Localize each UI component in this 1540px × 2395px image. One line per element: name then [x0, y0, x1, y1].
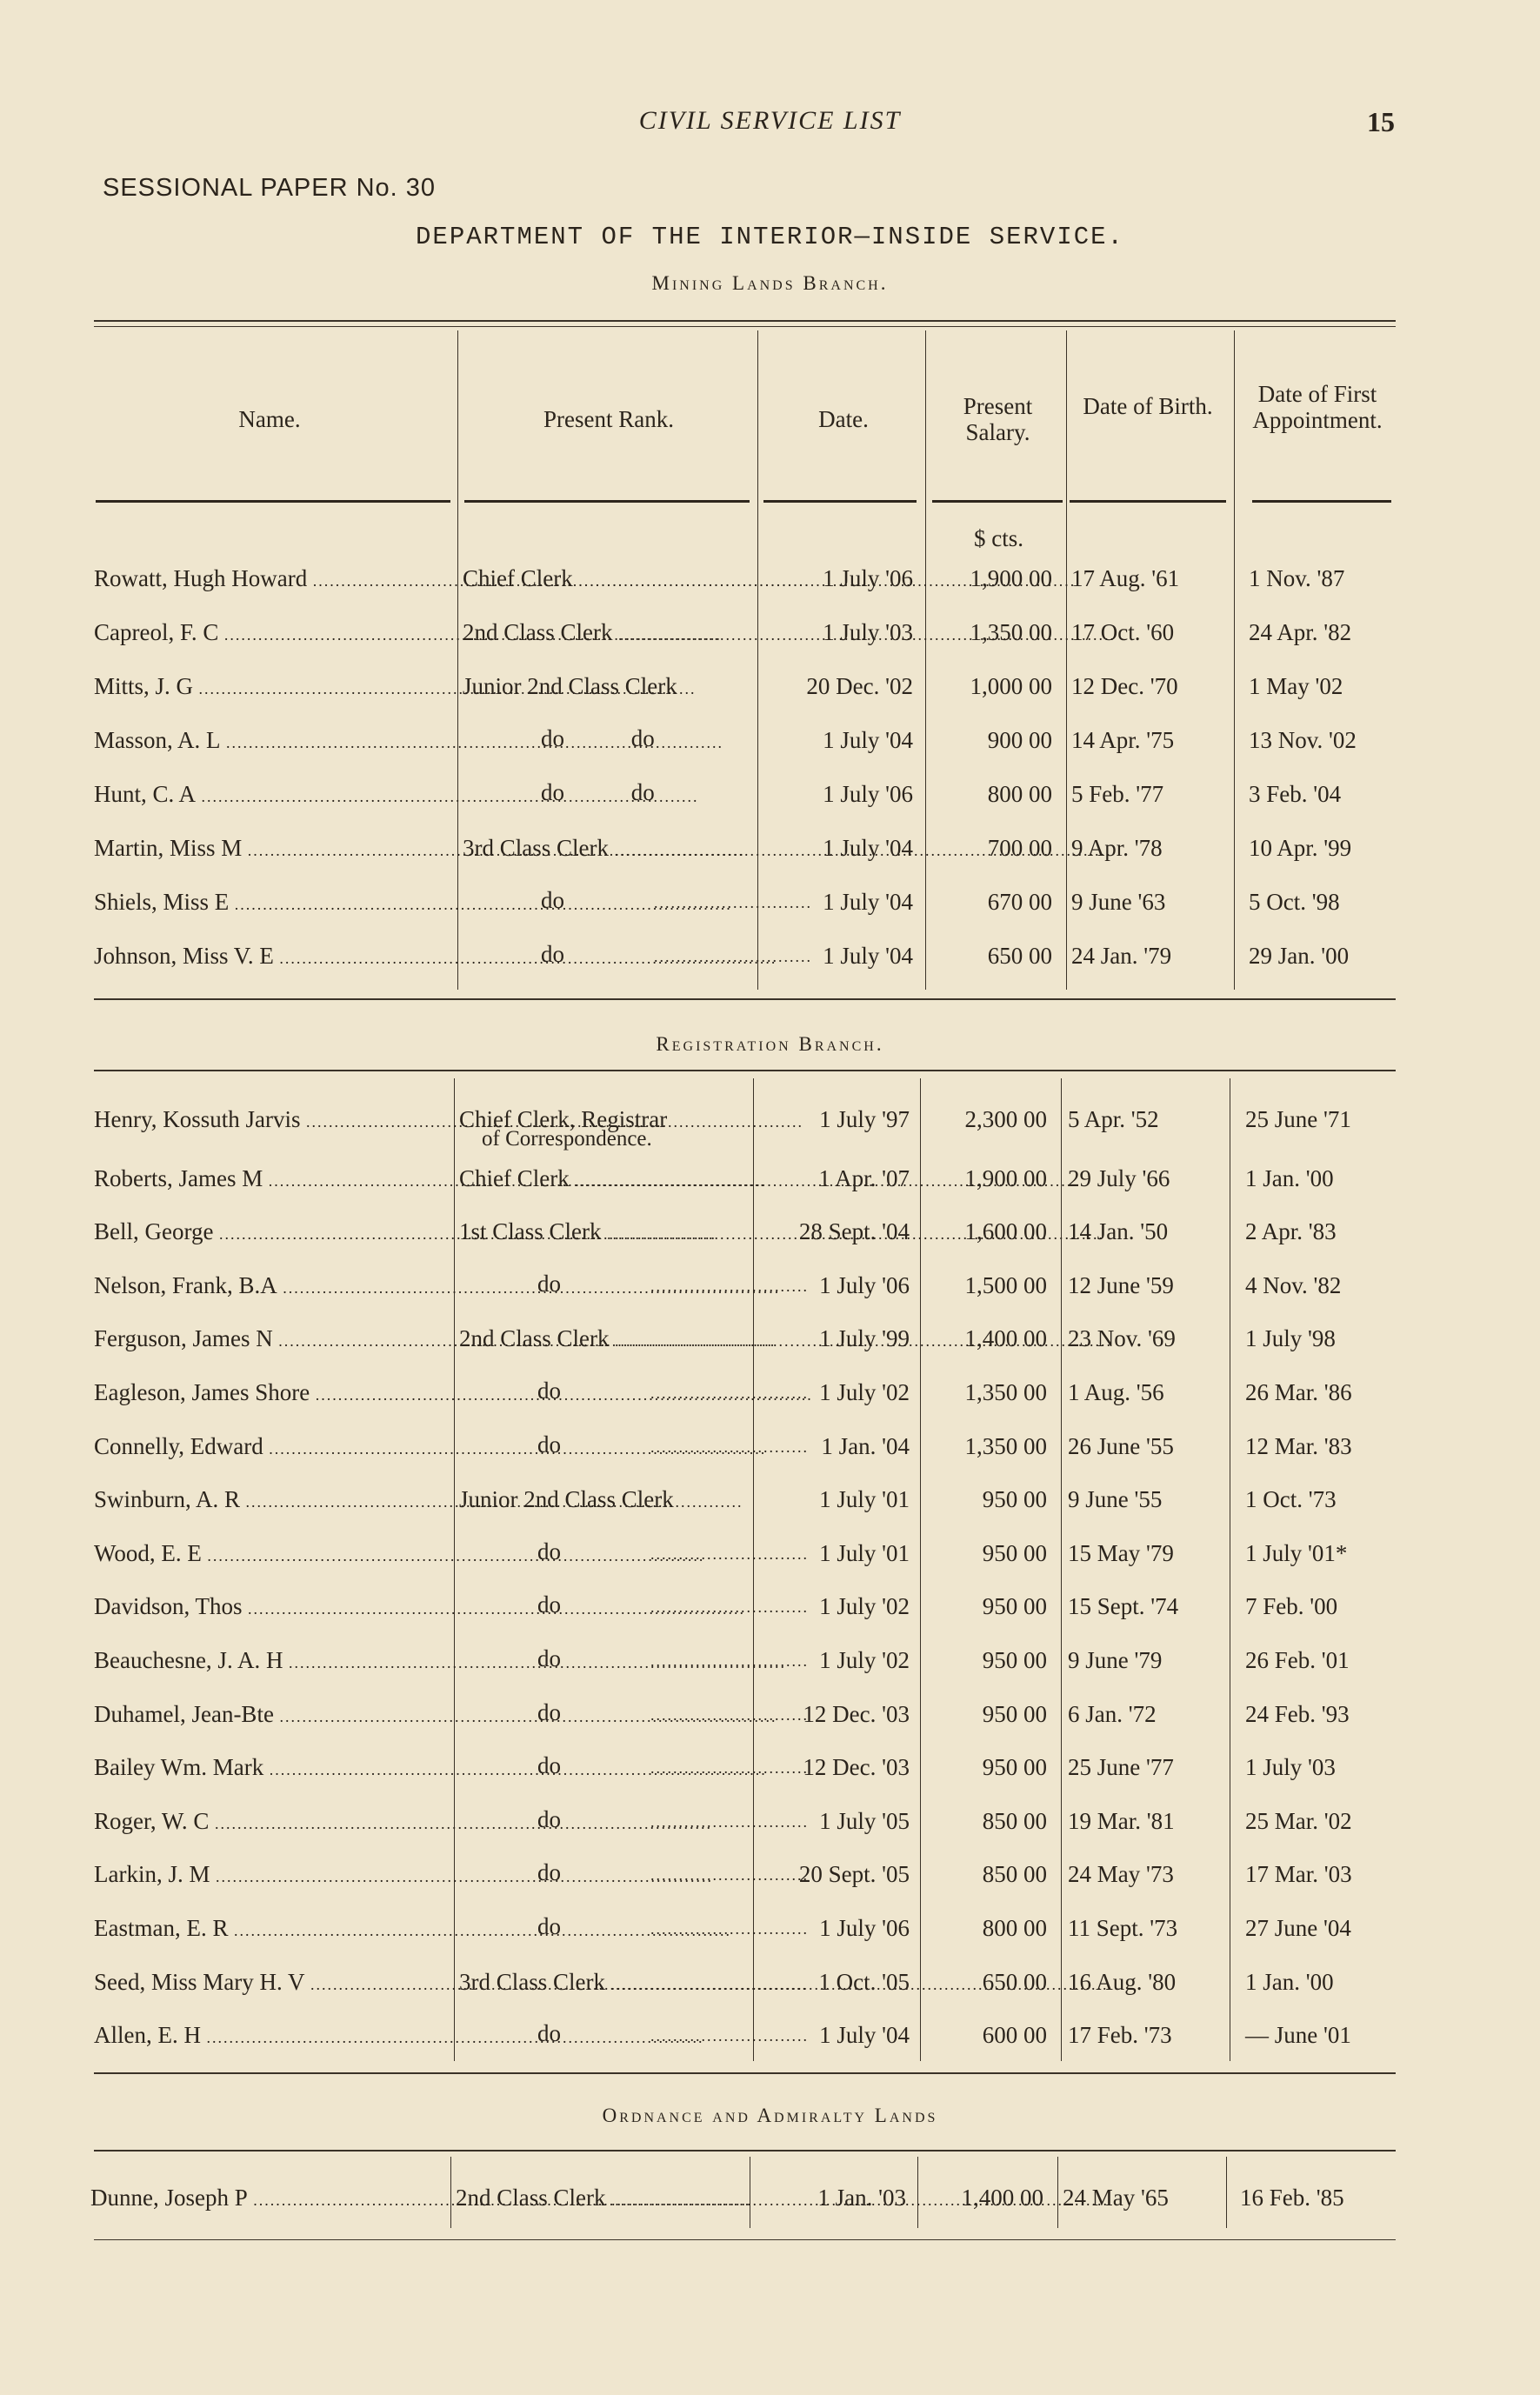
leader-dots: ............................	[650, 1652, 809, 1670]
cell-salary: 1,900 00	[970, 565, 1052, 591]
leader-dots: ............................	[650, 1544, 809, 1563]
cell-date: 1 July '04	[823, 943, 913, 969]
table-top-rule	[94, 320, 1396, 322]
cell-first-appointment: 7 Feb. '00	[1245, 1593, 1338, 1620]
cell-date: 1 July '01	[819, 1486, 910, 1513]
leader-dots: ............................	[650, 1759, 809, 1778]
cell-first-appointment: 1 July '03	[1245, 1754, 1336, 1781]
cell-birth: 17 Feb. '73	[1068, 2022, 1172, 2049]
cell-birth: 24 Jan. '79	[1071, 943, 1172, 969]
cell-salary: 700 00	[987, 835, 1052, 861]
cell-name: Roberts, James M .....	[94, 1164, 449, 1196]
cell-date: 1 July '02	[819, 1379, 910, 1405]
cell-rank: do	[541, 941, 564, 967]
running-title: CIVIL SERVICE LIST	[638, 106, 902, 135]
header-dash	[464, 500, 750, 503]
cell-birth: 14 Jan. '50	[1068, 1218, 1169, 1245]
cell-name: Nelson, Frank, B.A .....	[94, 1271, 449, 1303]
cell-name: Wood, E. E .....	[94, 1538, 449, 1571]
cell-name: Bell, George .....	[94, 1217, 449, 1249]
cell-salary: 1,350 00	[964, 1379, 1047, 1405]
section-rule	[94, 998, 1396, 1000]
cell-name: Roger, W. C .....	[94, 1806, 449, 1838]
cell-salary: 1,600 00	[964, 1218, 1047, 1245]
cell-salary: 1,500 00	[964, 1271, 1047, 1298]
cell-date: 1 Jan. '03	[817, 2185, 906, 2211]
cell-salary: 950 00	[982, 1539, 1047, 1566]
cell-salary: 950 00	[982, 1486, 1047, 1513]
cell-first-appointment: 12 Mar. '83	[1245, 1432, 1352, 1459]
cell-first-appointment: 10 Apr. '99	[1249, 835, 1352, 861]
cell-name: Bailey Wm. Mark .....	[94, 1752, 449, 1785]
section-title-ordnance: Ordnance and Admiralty Lands	[602, 2105, 938, 2126]
cell-date: 1 July '04	[823, 889, 913, 915]
cell-first-appointment: 1 Oct. '73	[1245, 1486, 1337, 1513]
leader-dots: ............................	[654, 894, 812, 911]
header-dash	[763, 500, 917, 503]
cell-birth: 26 June '55	[1068, 1432, 1174, 1459]
col-header-first-appointment: Date of First Appointment.	[1252, 381, 1383, 433]
cell-birth: 17 Oct. '60	[1071, 619, 1175, 645]
col-header-birth: Date of Birth.	[1083, 393, 1213, 419]
cell-rank: Chief Clerk, Registrar	[459, 1106, 668, 1132]
cell-birth: 12 June '59	[1068, 1271, 1174, 1298]
cell-salary: 950 00	[982, 1647, 1047, 1673]
col-header-date: Date.	[818, 406, 869, 432]
page-number: 15	[1367, 106, 1395, 137]
cell-birth: 6 Jan. '72	[1068, 1700, 1157, 1727]
cell-name: Seed, Miss Mary H. V .....	[94, 1967, 449, 1999]
leader-dots: ............................	[650, 1277, 809, 1295]
salary-units-label: $ cts.	[974, 525, 1023, 551]
cell-salary: 1,350 00	[964, 1432, 1047, 1459]
cell-name: Martin, Miss M .....	[94, 833, 452, 865]
cell-date: 1 July '97	[819, 1106, 910, 1132]
cell-date: 20 Dec. '02	[806, 673, 913, 699]
column-rule	[1066, 330, 1067, 990]
cell-rank: Chief Clerk .....	[459, 1164, 746, 1196]
cell-rank: Chief Clerk .....	[463, 564, 750, 596]
cell-birth: 12 Dec. '70	[1071, 673, 1178, 699]
cell-name: Hunt, C. A .....	[94, 779, 452, 811]
cell-birth: 14 Apr. '75	[1071, 727, 1175, 753]
cell-first-appointment: 27 June '04	[1245, 1915, 1351, 1941]
cell-birth: 9 Apr. '78	[1071, 835, 1163, 861]
cell-rank: do do	[541, 725, 655, 751]
cell-name: Ferguson, James N .....	[94, 1324, 449, 1356]
cell-name: Dunne, Joseph P .....	[90, 2183, 445, 2215]
cell-name: Connelly, Edward .....	[94, 1431, 449, 1464]
cell-first-appointment: 26 Feb. '01	[1245, 1647, 1350, 1673]
column-rule	[925, 330, 926, 990]
cell-first-appointment: 26 Mar. '86	[1245, 1379, 1352, 1405]
cell-first-appointment: 1 Nov. '87	[1249, 565, 1345, 591]
leader-dots: ............................	[650, 1812, 809, 1831]
cell-name: Johnson, Miss V. E .....	[94, 941, 452, 973]
cell-salary: 950 00	[982, 1593, 1047, 1620]
cell-date: 1 July '05	[819, 1807, 910, 1834]
header-dash	[1070, 500, 1226, 503]
cell-salary: 650 00	[987, 943, 1052, 969]
cell-salary: 900 00	[987, 727, 1052, 753]
department-title: DEPARTMENT OF THE INTERIOR—INSIDE SERVICE.	[416, 223, 1124, 251]
cell-rank: Junior 2nd Class Clerk	[459, 1486, 674, 1513]
cell-date: 12 Dec. '03	[803, 1754, 910, 1781]
cell-birth: 24 May '73	[1068, 1861, 1174, 1888]
cell-salary: 800 00	[982, 1915, 1047, 1941]
cell-rank: do	[537, 1431, 561, 1458]
cell-birth: 9 June '55	[1068, 1486, 1163, 1513]
sessional-paper-label: SESSIONAL PAPER No. 30	[103, 174, 437, 202]
cell-salary: 800 00	[987, 781, 1052, 807]
cell-name: Swinburn, A. R .....	[94, 1484, 449, 1517]
cell-first-appointment: 5 Oct. '98	[1249, 889, 1340, 915]
cell-salary: 1,400 00	[961, 2185, 1043, 2211]
section-title-mining: Mining Lands Branch.	[651, 272, 889, 294]
cell-rank: do	[537, 1645, 561, 1671]
cell-birth: 15 Sept. '74	[1068, 1593, 1179, 1620]
cell-name: Eagleson, James Shore .....	[94, 1378, 449, 1410]
cell-rank: do do	[541, 779, 655, 805]
section-top-rule	[94, 1070, 1396, 1071]
cell-rank-continued: of Correspondence.	[482, 1127, 652, 1151]
cell-salary: 950 00	[982, 1754, 1047, 1781]
cell-rank: 1st Class Clerk .....	[459, 1217, 746, 1249]
cell-rank: do	[537, 1591, 561, 1618]
cell-rank: 2nd Class Clerk .....	[463, 617, 750, 650]
column-rule	[1234, 330, 1235, 990]
cell-first-appointment: 24 Feb. '93	[1245, 1700, 1350, 1727]
cell-birth: 5 Feb. '77	[1071, 781, 1164, 807]
cell-date: 1 July '02	[819, 1593, 910, 1620]
cell-first-appointment: 1 Jan. '00	[1245, 1968, 1334, 1995]
section-title-registration: Registration Branch.	[656, 1033, 884, 1055]
header-dash	[96, 500, 450, 503]
cell-birth: 9 June '63	[1071, 889, 1166, 915]
cell-rank: 3rd Class Clerk .....	[463, 833, 750, 865]
cell-birth: 24 May '65	[1063, 2185, 1169, 2211]
leader-dots: ............................	[650, 1705, 809, 1724]
leader-dots: ............................	[650, 1598, 809, 1617]
cell-salary: 650 00	[982, 1968, 1047, 1995]
cell-date: 1 July '04	[823, 727, 913, 753]
cell-first-appointment: 13 Nov. '02	[1249, 727, 1357, 753]
cell-date: 1 Oct. '05	[818, 1968, 910, 1995]
cell-date: 12 Dec. '03	[803, 1700, 910, 1727]
leader-dots: ............................	[650, 1438, 809, 1456]
cell-date: 1 July '06	[823, 565, 913, 591]
section-top-rule	[94, 2150, 1396, 2151]
cell-rank: Junior 2nd Class Clerk	[463, 673, 677, 699]
cell-date: 1 July '02	[819, 1647, 910, 1673]
cell-salary: 2,300 00	[964, 1106, 1047, 1132]
cell-first-appointment: 16 Feb. '85	[1240, 2185, 1344, 2211]
cell-birth: 17 Aug. '61	[1071, 565, 1180, 591]
cell-birth: 19 Mar. '81	[1068, 1807, 1175, 1834]
leader-dots: ............................	[650, 1384, 809, 1402]
col-header-salary: Present Salary.	[963, 393, 1033, 445]
cell-birth: 11 Sept. '73	[1068, 1915, 1178, 1941]
cell-first-appointment: 2 Apr. '83	[1245, 1218, 1337, 1245]
cell-date: 20 Sept. '05	[798, 1861, 910, 1888]
table-bottom-rule	[94, 2239, 1396, 2240]
cell-salary: 1,400 00	[964, 1325, 1047, 1352]
cell-birth: 23 Nov. '69	[1068, 1325, 1176, 1352]
column-rule	[757, 330, 758, 990]
cell-salary: 850 00	[982, 1807, 1047, 1834]
cell-salary: 670 00	[987, 889, 1052, 915]
cell-date: 1 July '06	[823, 781, 913, 807]
leader-dots: ............................	[650, 1866, 809, 1885]
cell-rank: do	[537, 1270, 561, 1297]
cell-salary: 850 00	[982, 1861, 1047, 1888]
cell-rank: do	[537, 1859, 561, 1886]
cell-rank: do	[541, 887, 564, 913]
cell-date: 1 July '99	[819, 1325, 910, 1352]
cell-first-appointment: 1 Jan. '00	[1245, 1164, 1334, 1191]
cell-first-appointment: 24 Apr. '82	[1249, 619, 1352, 645]
cell-first-appointment: — June '01	[1245, 2022, 1351, 2049]
cell-name: Duhamel, Jean-Bte .....	[94, 1699, 449, 1731]
cell-birth: 9 June '79	[1068, 1647, 1163, 1673]
cell-date: 1 July '01	[819, 1539, 910, 1566]
cell-date: 1 Apr. '07	[818, 1164, 910, 1191]
cell-birth: 5 Apr. '52	[1068, 1106, 1159, 1132]
cell-name: Rowatt, Hugh Howard .....	[94, 564, 452, 596]
leader-dots: ............................	[650, 1920, 809, 1938]
cell-first-appointment: 1 July '98	[1245, 1325, 1336, 1352]
cell-rank: do	[537, 1913, 561, 1939]
cell-birth: 16 Aug. '80	[1068, 1968, 1177, 1995]
cell-first-appointment: 3 Feb. '04	[1249, 781, 1342, 807]
cell-rank: 3rd Class Clerk .....	[459, 1967, 746, 1999]
cell-date: 28 Sept. '04	[798, 1218, 910, 1245]
cell-rank: do	[537, 2020, 561, 2047]
cell-name: Larkin, J. M .....	[94, 1859, 449, 1891]
cell-salary: 950 00	[982, 1700, 1047, 1727]
leader-dots: ............................	[650, 2027, 809, 2045]
cell-rank: do	[537, 1805, 561, 1832]
cell-date: 1 July '06	[819, 1915, 910, 1941]
cell-salary: 1,900 00	[964, 1164, 1047, 1191]
cell-date: 1 Jan. '04	[821, 1432, 910, 1459]
cell-rank: do	[537, 1538, 561, 1564]
cell-birth: 1 Aug. '56	[1068, 1379, 1164, 1405]
cell-name: Mitts, J. G .....	[94, 671, 452, 704]
col-header-rank: Present Rank.	[543, 406, 674, 432]
leader-dots: ............................	[654, 948, 812, 965]
cell-rank: do	[537, 1378, 561, 1404]
cell-rank: do	[537, 1698, 561, 1725]
cell-first-appointment: 1 May '02	[1249, 673, 1343, 699]
cell-name: Henry, Kossuth Jarvis .....	[94, 1104, 449, 1137]
cell-salary: 1,000 00	[970, 673, 1052, 699]
cell-first-appointment: 17 Mar. '03	[1245, 1861, 1352, 1888]
cell-birth: 25 June '77	[1068, 1754, 1174, 1781]
cell-date: 1 July '06	[819, 1271, 910, 1298]
cell-name: Capreol, F. C .....	[94, 617, 452, 650]
cell-first-appointment: 25 June '71	[1245, 1106, 1351, 1132]
section-rule	[94, 2072, 1396, 2074]
cell-first-appointment: 4 Nov. '82	[1245, 1271, 1342, 1298]
cell-first-appointment: 29 Jan. '00	[1249, 943, 1350, 969]
column-rule	[1226, 2157, 1227, 2228]
cell-date: 1 July '04	[823, 835, 913, 861]
cell-date: 1 July '03	[823, 619, 913, 645]
cell-rank: 2nd Class Clerk .....	[456, 2183, 743, 2215]
header-dash	[932, 500, 1063, 503]
cell-name: Allen, E. H .....	[94, 2020, 449, 2052]
cell-rank: do	[537, 1752, 561, 1779]
column-rule	[457, 330, 458, 990]
cell-birth: 15 May '79	[1068, 1539, 1174, 1566]
cell-first-appointment: 25 Mar. '02	[1245, 1807, 1352, 1834]
col-header-name: Name.	[238, 406, 301, 432]
cell-name: Davidson, Thos .....	[94, 1591, 449, 1624]
cell-salary: 600 00	[982, 2022, 1047, 2049]
cell-name: Eastman, E. R .....	[94, 1913, 449, 1945]
header-dash	[1252, 500, 1391, 503]
cell-first-appointment: 1 July '01*	[1245, 1539, 1348, 1566]
cell-date: 1 July '04	[819, 2022, 910, 2049]
cell-name: Masson, A. L .....	[94, 725, 452, 757]
cell-name: Shiels, Miss E .....	[94, 887, 452, 919]
cell-salary: 1,350 00	[970, 619, 1052, 645]
cell-birth: 29 July '66	[1068, 1164, 1170, 1191]
cell-rank: 2nd Class Clerk .....	[459, 1324, 746, 1356]
table-top-rule-thin	[94, 326, 1396, 327]
cell-name: Beauchesne, J. A. H .....	[94, 1645, 449, 1678]
